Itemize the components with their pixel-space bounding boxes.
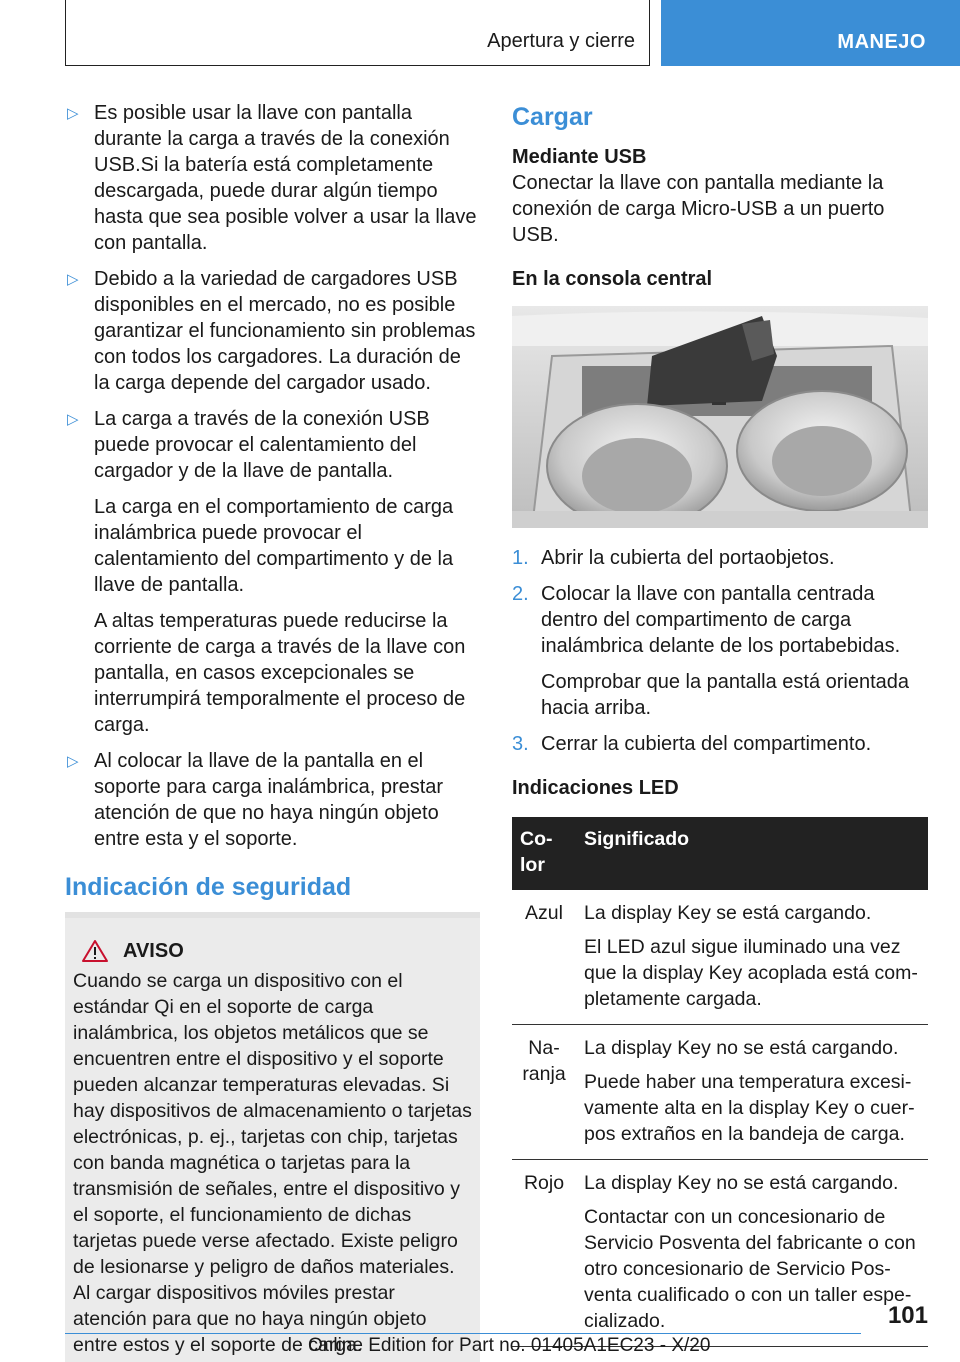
bullet-item (65, 100, 480, 256)
bullet-text: La carga en el comportamiento de carga inalámbrica puede provocar el calentamiento del compartimento y de la llave de pantalla. (94, 496, 454, 596)
bullet-text: Es posible usar la llave con pantalla durante la carga a través de la conexión USB.Si la batería está completamente descargada, puede durar algún tiempo hasta que sea posible volver a usar la llave con pantalla. (94, 102, 477, 254)
step-text: Cerrar la cubierta del compartimento. (541, 733, 872, 755)
bullet-text: Al colocar la llave de la pantalla en el soporte para carga inalámbrica, prestar atención de que no haya ningún objeto entre esta y el soporte. (94, 750, 444, 850)
led-color-cell: Rojo (512, 1160, 576, 1347)
bullet-item (65, 406, 480, 738)
step-item (512, 581, 928, 721)
step-item (512, 731, 928, 757)
led-color-cell: Azul (512, 890, 576, 1025)
table-header-row (512, 817, 928, 890)
section-title: Apertura y cierre (487, 30, 635, 52)
led-heading: Indicaciones LED (512, 777, 679, 799)
warning-label: AVISO (123, 940, 184, 962)
header-color: Color (512, 817, 576, 890)
led-meaning-text: Puede haber una temperatura excesivamente alta en la display Key o cuerpos extraños en la bandeja de carga. (584, 1071, 915, 1145)
bullet-list (65, 100, 480, 852)
led-meaning-text: La display Key no se está cargando. (584, 1037, 899, 1059)
led-meaning-text: La display Key no se está cargando. (584, 1172, 899, 1194)
bullet-text: A altas temperaturas puede reducirse la corriente de carga a través de la llave con pantalla, en casos excepcionales se interrumpirá temporalmente el proceso de carga. (94, 610, 466, 736)
footer-rule (65, 1333, 861, 1334)
bullet-text: Debido a la variedad de cargadores USB disponibles en el mercado, no es posible garantizar el funcionamiento sin problemas con todos los cargadores. La duración de la carga depende del cargador usado. (94, 268, 476, 394)
left-column (65, 100, 480, 1362)
warning-triangle-icon (81, 939, 109, 963)
step-text: Comprobar que la pantalla está orientada hacia arriba. (541, 671, 910, 719)
table-row (512, 1160, 928, 1347)
safety-title: Indicación de seguridad (65, 874, 480, 918)
led-meaning-cell (576, 1160, 928, 1347)
bullet-item (65, 266, 480, 396)
triangle-bullet-icon: ▷ (67, 271, 79, 288)
step-number: 2. (512, 583, 529, 605)
led-meaning-cell (576, 890, 928, 1025)
usb-heading: Mediante USB (512, 146, 647, 168)
led-meaning-cell (576, 1025, 928, 1160)
step-list (512, 545, 928, 757)
warning-header (73, 938, 472, 964)
step-number: 3. (512, 733, 529, 755)
bullet-text: La carga a través de la conexión USB puede provocar el calentamiento del cargador y de la llave de pantalla. (94, 408, 430, 482)
triangle-bullet-icon: ▷ (67, 753, 79, 770)
right-column (512, 100, 928, 1347)
triangle-bullet-icon: ▷ (67, 411, 79, 428)
charging-title: Cargar (512, 103, 593, 131)
usb-text: Conectar la llave con pantalla mediante la conexión de carga Micro-USB a un puerto USB. (512, 172, 885, 246)
center-console-photo (512, 306, 928, 528)
step-item (512, 545, 928, 571)
led-color-cell: Naranja (512, 1025, 576, 1160)
header-meaning: Significado (576, 817, 928, 890)
led-meaning-text: El LED azul sigue iluminado una vez que la display Key acoplada está completamente cargada. (584, 936, 918, 1010)
led-meaning-text: Contactar con un concesionario de Servicio Posventa del fabricante o con otro concesionario de Servicio Posventa cualificado o con un taller especializado. (584, 1206, 916, 1332)
step-text: Colocar la llave con pantalla centrada dentro del compartimento de carga inalámbrica delante de los portabebidas. (541, 583, 901, 657)
triangle-bullet-icon: ▷ (67, 105, 79, 122)
led-meaning-text: La display Key se está cargando. (584, 902, 872, 924)
warning-text: Cuando se carga un dispositivo con el estándar Qi en el soporte de carga inalámbrica, los objetos metálicos que se encuentren entre el dispositivo y el soporte pueden alcanzar temperaturas elevadas. Si hay dispositivos de almacenamiento o tarjetas electrónicas, p. ej., tarjetas con chip, tarjetas con banda magnética o tarjetas para la transmisión de señales, entre el dispositivo y el soporte, el funcionamiento de dichas tarjetas puede verse afectado. Existe peligro de lesionarse y peligro de daños materiales. Al cargar dispositivos móviles prestar atención para que no haya ningún objeto entre estos y el soporte de carga. (73, 970, 472, 1356)
footer-text: Online Edition for Part no. 01405A1EC23 - X/20 (308, 1335, 711, 1356)
page-number: 101 (887, 1302, 928, 1329)
step-number: 1. (512, 547, 529, 569)
table-row (512, 890, 928, 1025)
table-row (512, 1025, 928, 1160)
header-chapter-box (661, 0, 960, 66)
console-heading: En la consola central (512, 268, 713, 290)
bullet-item (65, 748, 480, 852)
warning-box (65, 918, 480, 1362)
chapter-title: MANEJO (837, 31, 926, 53)
led-table (512, 817, 928, 1347)
step-text: Abrir la cubierta del portaobjetos. (541, 547, 835, 569)
header-section-box (65, 0, 650, 66)
